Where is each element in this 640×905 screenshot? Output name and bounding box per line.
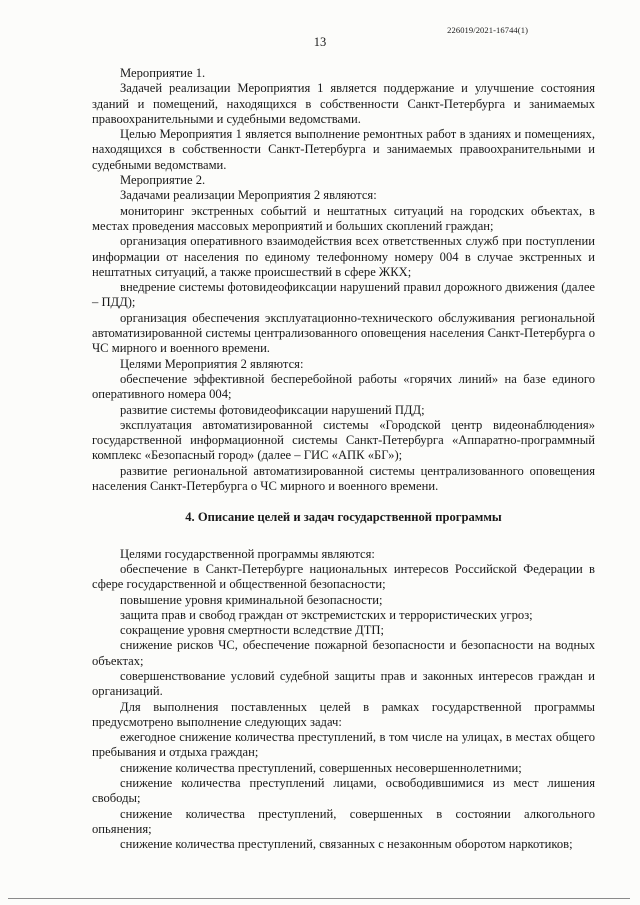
paragraph: развитие региональной автоматизированной системы централизованного оповещения населения Санкт-Петербурга о ЧС мирного и военного времени. [92,463,595,494]
paragraph: Целью Мероприятия 1 является выполнение ремонтных работ в зданиях и помещениях, находящихся в собственности Санкт-Петербурга и занимаемых правоохранительными и судебными ведомствами. [92,127,595,172]
paragraph: мониторинг экстренных событий и нештатных ситуаций на городских объектах, в местах проведения массовых мероприятий и больших скоплений граждан; [92,203,595,233]
paragraph: внедрение системы фотовидеофиксации нарушений правил дорожного движения (далее – ПДД); [92,280,595,310]
paragraph: эксплуатация автоматизированной системы «Городской центр видеонаблюдения» государственной информационной системы Санкт-Петербурга «Аппаратно-программный комплекс «Безопасный город» (далее – ГИС «АПК «БГ»); [92,417,595,463]
paragraph: защита прав и свобод граждан от экстремистских и террористических угроз; [120,607,533,622]
paragraph: организация обеспечения эксплуатационно-технического обслуживания региональной автоматизированной системы централизованного оповещения населения Санкт-Петербурга о ЧС мирного и военного времени. [92,310,595,356]
document-id: 226019/2021-16744(1) [447,25,528,35]
page-edge-divider [8,898,630,899]
paragraph: организация оперативного взаимодействия всех ответственных служб при поступлении информации от населения по единому телефонному номеру 004 в случае экстренных и нештатных ситуаций, а также происшествий в сфере ЖКХ; [92,234,595,279]
paragraph: Целями государственной программы являются: [120,546,375,561]
paragraph: Целями Мероприятия 2 являются: [120,356,304,371]
section-heading: 4. Описание целей и задач государственной программы [185,510,502,525]
paragraph: снижение количества преступлений, совершенных в состоянии алкогольного опьянения; [92,806,595,836]
page-number: 13 [313,35,327,49]
paragraph: Задачей реализации Мероприятия 1 является поддержание и улучшение состояния зданий и помещений, находящихся в собственности Санкт-Петербурга и занимаемых правоохранительными и судебными ведомствами. [92,81,595,126]
paragraph: Мероприятие 1. [120,66,206,80]
paragraph: обеспечение в Санкт-Петербурге национальных интересов Российской Федерации в сфере государственной и общественной безопасности; [92,561,595,592]
paragraph: развитие системы фотовидеофиксации нарушений ПДД; [120,402,425,417]
paragraph: повышение уровня криминальной безопасности; [120,592,383,607]
paragraph: обеспечение эффективной бесперебойной работы «горячих линий» на базе единого оперативного номера 004; [92,371,595,402]
paragraph: сокращение уровня смертности вследствие ДТП; [120,623,385,638]
paragraph: снижение количества преступлений лицами, освободившимися из мест лишения свободы; [92,776,595,806]
paragraph: снижение количества преступлений, связанных с незаконным оборотом наркотиков; [120,837,573,852]
paragraph: совершенствование условий судебной защиты прав и законных интересов граждан и организаций. [92,668,595,699]
paragraph: снижение рисков ЧС, обеспечение пожарной безопасности и безопасности на водных объектах; [92,638,595,668]
paragraph: Мероприятие 2. [120,173,206,188]
paragraph: снижение количества преступлений, совершенных несовершеннолетними; [120,760,522,775]
document-body [92,66,595,853]
paragraph: Для выполнения поставленных целей в рамках государственной программы предусмотрено выполнение следующих задач: [92,699,595,729]
paragraph: ежегодное снижение количества преступлений, в том числе на улицах, в местах общего пребывания и отдыха граждан; [92,730,595,760]
paragraph: Задачами реализации Мероприятия 2 являются: [120,188,377,203]
